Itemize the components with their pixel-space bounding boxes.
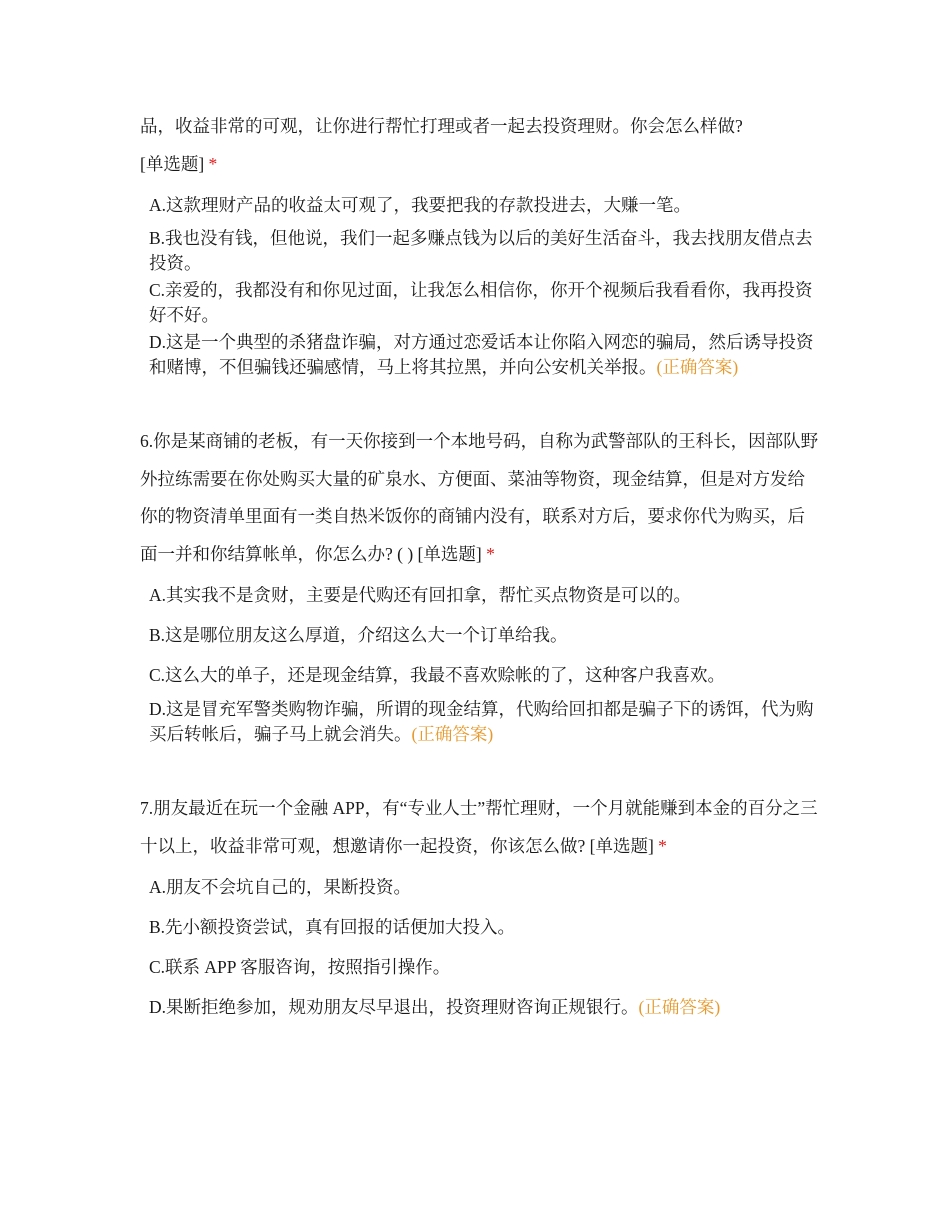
question-5-option-c[interactable] xyxy=(149,278,820,328)
question-5-options xyxy=(149,193,820,380)
question-5-required-mark: * xyxy=(208,153,218,174)
question-6-option-a[interactable] xyxy=(149,583,820,608)
question-5-type: [单选题] xyxy=(140,153,205,174)
question-7-text xyxy=(140,790,820,865)
option-text: A.这款理财产品的收益太可观了，我要把我的存款投进去，大赚一笔。 xyxy=(149,195,692,215)
question-6-option-b[interactable] xyxy=(149,623,820,648)
option-text: C.联系 APP 客服咨询，按照指引操作。 xyxy=(149,957,451,977)
question-5-text xyxy=(140,108,820,183)
question-5-body: 品，收益非常的可观，让你进行帮忙打理或者一起去投资理财。你会怎么样做? xyxy=(140,116,743,136)
question-6-option-d[interactable] xyxy=(149,697,820,747)
option-text: D.果断拒绝参加，规劝朋友尽早退出，投资理财咨询正规银行。 xyxy=(149,997,639,1017)
question-7-required-mark: * xyxy=(658,835,667,856)
option-text: B.先小额投资尝试，真有回报的话便加大投入。 xyxy=(149,917,516,937)
option-text: D.这是一个典型的杀猪盘诈骗，对方通过恋爱话本让你陷入网恋的骗局，然后诱导投资和赌博，不但骗钱还骗感情，马上将其拉黑，并向公安机关举报。 xyxy=(149,332,814,377)
correct-answer-label: (正确答案) xyxy=(656,357,739,377)
question-6-type: [单选题] xyxy=(417,543,482,564)
option-text: A.朋友不会坑自己的，果断投资。 xyxy=(149,877,412,897)
question-5-option-d[interactable] xyxy=(149,330,820,380)
question-7 xyxy=(140,790,820,1020)
option-text: C.亲爱的，我都没有和你见过面，让我怎么相信你，你开个视频后我看看你，我再投资好不好。 xyxy=(149,280,813,325)
option-text: D.这是冒充军警类购物诈骗，所谓的现金结算，代购给回扣都是骗子下的诱饵，代为购买后转帐后，骗子马上就会消失。 xyxy=(149,699,814,744)
question-7-option-c[interactable] xyxy=(149,955,820,980)
question-7-type: [单选题] xyxy=(589,835,654,856)
correct-answer-label: (正确答案) xyxy=(638,997,721,1017)
question-7-option-a[interactable] xyxy=(149,875,820,900)
question-7-option-d[interactable] xyxy=(149,995,820,1020)
question-6-text xyxy=(140,423,820,573)
question-6-option-c[interactable] xyxy=(149,663,820,688)
question-7-option-b[interactable] xyxy=(149,915,820,940)
option-text: B.这是哪位朋友这么厚道，介绍这么大一个订单给我。 xyxy=(149,625,568,645)
question-6-required-mark: * xyxy=(486,543,495,564)
question-6 xyxy=(140,423,820,747)
question-7-options xyxy=(149,875,820,1020)
question-5 xyxy=(140,108,820,380)
question-document xyxy=(140,108,820,1020)
correct-answer-label: (正确答案) xyxy=(411,724,494,744)
question-5-option-b[interactable] xyxy=(149,226,820,276)
option-text: B.我也没有钱，但他说，我们一起多赚点钱为以后的美好生活奋斗，我去找朋友借点去投资。 xyxy=(149,228,813,273)
option-text: A.其实我不是贪财，主要是代购还有回扣拿，帮忙买点物资是可以的。 xyxy=(149,585,692,605)
question-5-option-a[interactable] xyxy=(149,193,820,218)
question-6-options xyxy=(149,583,820,747)
question-6-body: 6.你是某商铺的老板，有一天你接到一个本地号码，自称为武警部队的王科长，因部队野外拉练需要在你处购买大量的矿泉水、方便面、菜油等物资，现金结算，但是对方发给你的物资清单里面有一类自热米饭你的商铺内没有，联系对方后，要求你代为购买，后面一并和你结算帐单，你怎么办? ( ) xyxy=(140,431,819,564)
question-7-body: 7.朋友最近在玩一个金融 APP，有“专业人士”帮忙理财，一个月就能赚到本金的百分之三十以上，收益非常可观，想邀请你一起投资，你该怎么做? xyxy=(140,798,818,856)
option-text: C.这么大的单子，还是现金结算，我最不喜欢赊帐的了，这种客户我喜欢。 xyxy=(149,665,726,685)
